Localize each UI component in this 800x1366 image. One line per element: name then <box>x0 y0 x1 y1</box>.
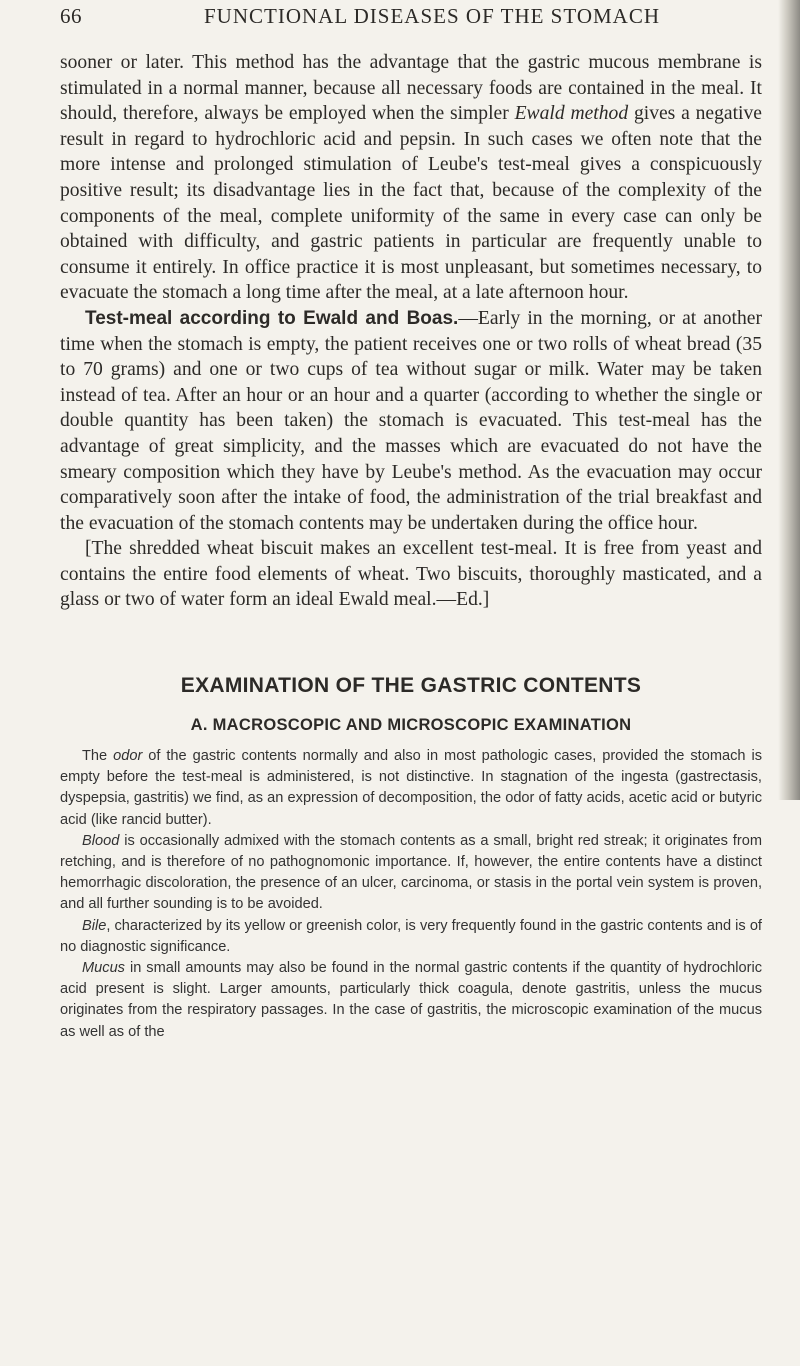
paragraph-leube-method: sooner or later. This method has the advantage that the gastric mucous membrane is stimulated in a normal manner, because all necessary foods are contained in the meal. It should, therefore, always be employed when the simpler Ewald method gives a negative result in regard to hydrochloric acid and pepsin. In such cases we often note that the more intense and prolonged stimulation of Leube's test-meal gives a conspicuously positive result; its disadvantage lies in the fact that, because of the complexity of the components of the meal, complete uniformity of the same in every case can only be obtained with difficulty, and gastric patients in particular are frequently unable to consume it entirely. In office practice it is most unpleasant, but sometimes necessary, to evacuate the stomach a long time after the meal, at a late afternoon hour. <box>60 52 762 304</box>
emphasis-ewald-method: Ewald method <box>514 103 629 125</box>
paragraph-lead-heading: Test-meal according to Ewald and Boas. <box>85 307 459 329</box>
page-number: 66 <box>60 4 82 28</box>
paragraph-blood: Blood is occasionally admixed with the stomach contents as a small, bright red streak; it originates from retching, and is therefore of no pathognomonic importance. If, however, the entire contents have a distinct hemorrhagic discoloration, the presence of an ulcer, carcinoma, or stasis in the portal vein system is proven, and all further sounding is to be avoided. <box>60 832 762 913</box>
paragraph-bile: Bile, characterized by its yellow or greenish color, is very frequently found in the gastric contents and is of no diagnostic significance. <box>60 917 762 955</box>
paragraph-mucus: Mucus in small amounts may also be found in the normal gastric contents if the quantity of hydrochloric acid present is slight. Larger amounts, particularly thick coagula, denote gastritis, unless the mucus originates from the respiratory passages. In the case of gastritis, the microscopic examination of the mucus as well as of the <box>60 960 762 1040</box>
section-subheading: A. MACROSCOPIC AND MICROSCOPIC EXAMINATION <box>190 716 632 734</box>
running-header <box>60 4 760 44</box>
main-text <box>60 50 762 613</box>
section-heading: EXAMINATION OF THE GASTRIC CONTENTS <box>180 674 642 697</box>
paragraph-odor: The odor of the gastric contents normally and also in most pathologic cases, provided the stomach is empty before the test-meal is administered, is not distinctive. In stagnation of the ingesta (gastrectasis, dyspepsia, gastritis) we find, as an expression of decomposition, the odor of fatty acids, acetic acid or butyric acid (like rancid butter). <box>60 748 762 828</box>
paragraph-editor-note: [The shredded wheat biscuit makes an excellent test-meal. It is free from yeast and contains the entire food elements of wheat. Two biscuits, thoroughly masticated, and a glass or two of water form an ideal Ewald meal.—Ed.] <box>60 538 762 611</box>
small-print-text <box>60 746 762 1043</box>
paragraph-ewald-boas: Test-meal according to Ewald and Boas.—Early in the morning, or at another time when the stomach is empty, the patient receives one or two rolls of wheat bread (35 to 70 grams) and one or two cups of tea without sugar or milk. Water may be taken instead of tea. After an hour or an hour and a quarter (according to whether the single or double quantity has been taken) the stomach is evacuated. This test-meal has the advantage of great simplicity, and the masses which are evacuated do not have the smeary composition which they have by Leube's method. As the evacuation may occur comparatively soon after the intake of food, the administration of the trial breakfast and the evacuation of the stomach contents may be undertaken during the office hour. <box>60 307 763 534</box>
page-edge-shadow <box>778 0 800 800</box>
running-title: FUNCTIONAL DISEASES OF THE STOMACH <box>204 4 660 28</box>
